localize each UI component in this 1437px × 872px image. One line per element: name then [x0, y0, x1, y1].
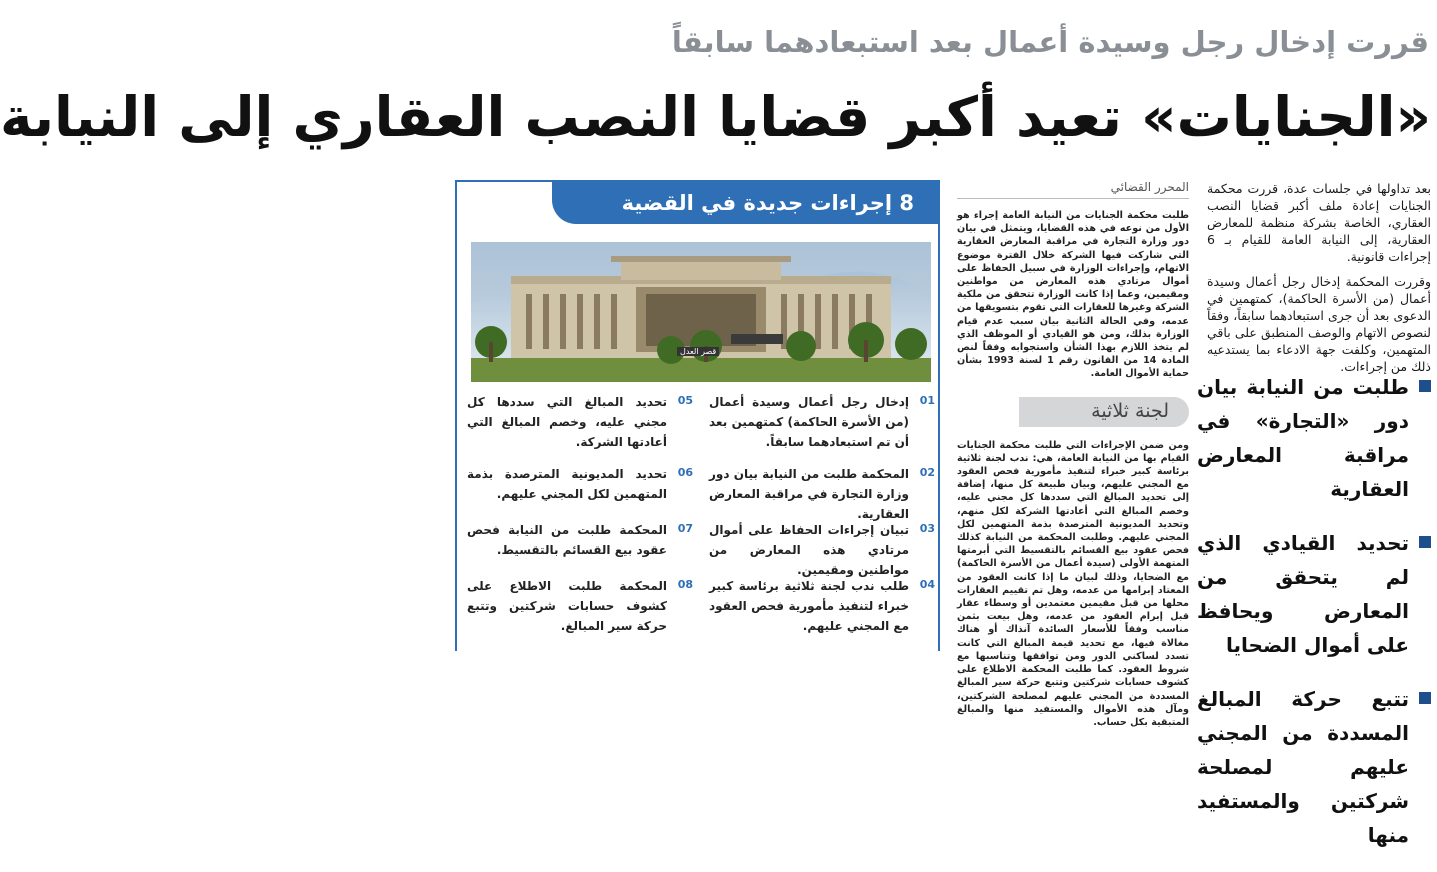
- paragraph: طلبت محكمة الجنايات من النيابة العامة إجراء هو الأول من نوعه في هذه القضايا، ويتمثل في بيان دور وزارة التجارة في مراقبة المعارض العقارية التي شاركت فيها الشركة خلال الفترة موضوع الاتهام، وإجراءات الوزارة في سبيل الحفاظ على أموال مرتادي هذه المعارض من مواطنين ومقيمين، وعما إذا كانت الوزارة تتحقق من ملكية الشركة وغيرها للعقارات التي تقوم بتسويقها من عدمه، وفي الحالة الثانية بيان سبب عدم قيام الوزارة بذلك، ومن هو القيادي أو الموظف الذي لم يتخذ اللازم بهذا الشأن واستجوابه وفقاً لنص المادة 14 من القانون رقم 1 لسنة 1993 بشأن حماية الأموال العامة.: [957, 210, 1190, 380]
- highlight-item: [1197, 370, 1433, 506]
- item-text: المحكمة طلبت من النيابة فحص عقود بيع القسائم بالتقسيط.: [467, 523, 667, 557]
- info-box: [455, 180, 940, 651]
- subheading-text: لجنة ثلاثية: [1091, 399, 1169, 422]
- highlight-text: طلبت من النيابة بيان دور «التجارة» في مراقبة المعارض العقارية: [1197, 375, 1409, 501]
- byline: المحرر القضائي: [957, 180, 1189, 199]
- item-text: تحديد المبالغ التي سددها كل مجني عليه، وخصم المبالغ التي أعادتها الشركة.: [467, 395, 667, 449]
- subheading: [957, 397, 1189, 427]
- building-sign: قصر العدل: [677, 347, 719, 356]
- item-text: طلب ندب لجنة ثلاثية برئاسة كبير خبراء لتنفيذ مأمورية فحص العقود مع المجني عليهم.: [709, 579, 909, 633]
- highlight-item: [1197, 682, 1433, 852]
- item-number: 03: [919, 522, 935, 535]
- item-number: 01: [919, 394, 935, 407]
- right-column: [1207, 180, 1431, 383]
- item-number: 06: [677, 466, 693, 479]
- square-bullet-icon: [1419, 380, 1431, 392]
- highlight-text: تتبع حركة المبالغ المسددة من المجني عليهم لمصلحة شركتين والمستفيد منها: [1197, 687, 1409, 847]
- item-number: 08: [677, 578, 693, 591]
- procedure-item: [709, 520, 935, 580]
- item-text: المحكمة طلبت الاطلاع على كشوف حسابات شركتين وتتبع حركة سير المبالغ.: [467, 579, 667, 633]
- main-headline: «الجنايات» تعيد أكبر قضايا النصب العقاري إلى النيابة: [0, 85, 1431, 149]
- item-text: إدخال رجل أعمال وسيدة أعمال (من الأسرة الحاكمة) كمتهمين بعد أن تم استبعادهما سابقاً.: [709, 395, 909, 449]
- item-text: المحكمة طلبت من النيابة بيان دور وزارة التجارة في مراقبة المعارض العقارية.: [709, 467, 909, 521]
- item-number: 07: [677, 522, 693, 535]
- item-number: 05: [677, 394, 693, 407]
- middle-column: [957, 180, 1190, 728]
- box-title: 8 إجراءات جديدة في القضية: [552, 182, 938, 224]
- kicker-headline: قررت إدخال رجل وسيدة أعمال بعد استبعادهما سابقاً: [671, 25, 1429, 59]
- paragraph: ومن ضمن الإجراءات التي طلبت محكمة الجنايات القيام بها من النيابة العامة، هي: ندب لجنة ثلاثية برئاسة كبير خبراء لتنفيذ مأمورية فحص العقود مع المجني عليهم، وبيان طبيعة كل منها، إضافة إلى تحديد المبالغ التي سددها كل مجني عليه، وخصم المبالغ التي أعادتها الشركة لكل منهم، وتحديد المديونية المترصدة بذمة المتهمين لكل المجني عليهم. وطلبت المحكمة من النيابة كذلك فحص عقود بيع القسائم بالتقسيط التي أبرمتها المتهمة الأولى (سيدة أعمال من الأسرة الحاكمة) مع الضحايا، وذلك لبيان ما إذا كانت العقود من المعتاد إبرامها من عدمه، وهل تم تقييم العقارات محلها من قبل مقيمين معتمدين أو وسطاء عقار قبل إبرام العقود من عدمه، وهل بيعت بثمن مناسب وفقاً للأسعار السائدة آنذاك أو هناك مغالاة فيها، مع تحديد قيمة المبالغ التي كانت تسدد لساكني الدور ومن توافقها وتناسبها مع شروط العقود. كما طلبت المحكمة الاطلاع على كشوف حسابات شركتين وتتبع حركة سير المبالغ المسددة من المجني عليهم لمصلحة الشركتين، ومآل هذه الأموال والمستفيد منها والمبالغ المتبقية بكل حساب.: [957, 439, 1189, 728]
- procedure-item: [467, 392, 693, 452]
- square-bullet-icon: [1419, 692, 1431, 704]
- highlights-list: [1197, 370, 1433, 872]
- paragraph: وقررت المحكمة إدخال رجل أعمال وسيدة أعمال (من الأسرة الحاكمة)، كمتهمين في الدعوى بعد أن جرى استبعادهما سابقاً، وفقاً لنصوص الاتهام والوصف المنطبق على باقي المتهمين، وكلفت جهة الادعاء بما يستدعيه ذلك من إجراءات.: [1207, 274, 1431, 374]
- procedure-item: [709, 576, 935, 636]
- square-bullet-icon: [1419, 536, 1431, 548]
- procedure-item: [709, 464, 935, 524]
- item-text: تحديد المديونية المترصدة بذمة المتهمين لكل المجني عليهم.: [467, 467, 667, 501]
- court-building-photo: [471, 242, 931, 382]
- procedure-item: [467, 576, 693, 636]
- paragraph: بعد تداولها في جلسات عدة، قررت محكمة الجنايات إعادة ملف أكبر قضايا النصب العقاري، الخاصة بشركة منظمة للمعارض العقارية، إلى النيابة العامة للقيام بـ 6 إجراءات قانونية.: [1207, 181, 1431, 264]
- item-text: تبيان إجراءات الحفاظ على أموال مرتادي هذه المعارض من مواطنين ومقيمين.: [709, 523, 909, 577]
- item-number: 04: [919, 578, 935, 591]
- highlight-item: [1197, 526, 1433, 662]
- highlight-text: تحديد القيادي الذي لم يتحقق من المعارض ويحافظ على أموال الضحايا: [1197, 531, 1409, 657]
- procedure-item: [709, 392, 935, 452]
- procedure-item: [467, 464, 693, 504]
- item-number: 02: [919, 466, 935, 479]
- procedure-item: [467, 520, 693, 560]
